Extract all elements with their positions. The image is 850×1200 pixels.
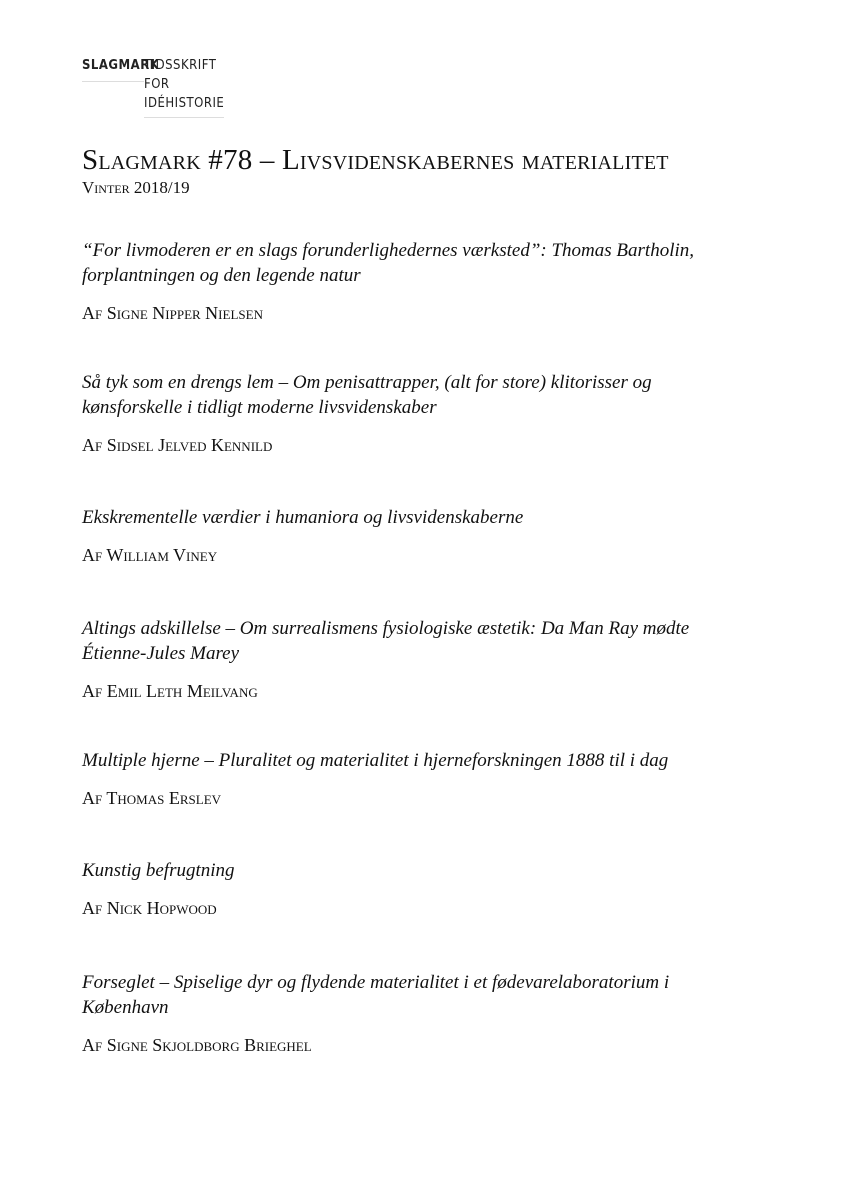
- logo-subtitle-line: IDÉHISTORIE: [144, 96, 225, 111]
- article-author: Af Nick Hopwood: [82, 898, 217, 918]
- article-title-line: forplantningen og den legende natur: [82, 265, 361, 286]
- article-title[interactable]: [82, 238, 782, 288]
- article-author: Af William Viney: [82, 545, 218, 565]
- article-author: Af Emil Leth Meilvang: [82, 681, 258, 701]
- issue-title: Slagmark #78 – Livsvidenskabernes materialitet: [82, 144, 669, 176]
- article-entry: [82, 505, 782, 566]
- logo-brand: SLAGMARK: [82, 56, 144, 82]
- article-title-line: Altings adskillelse – Om surrealismens fysiologiske æstetik: Da Man Ray mødte: [82, 618, 690, 639]
- article-title-line: Ekskrementelle værdier i humaniora og livsvidenskaberne: [82, 507, 524, 528]
- article-entry: [82, 238, 782, 324]
- article-entry: [82, 370, 782, 456]
- article-title[interactable]: [82, 748, 782, 773]
- article-title-line: “For livmoderen er en slags forunderlighedernes værksted”: Thomas Bartholin,: [82, 240, 695, 261]
- article-author: Af Thomas Erslev: [82, 788, 222, 808]
- article-title[interactable]: [82, 616, 782, 666]
- article-title[interactable]: [82, 370, 782, 420]
- article-title[interactable]: [82, 858, 782, 883]
- article-title[interactable]: [82, 505, 782, 530]
- article-title[interactable]: [82, 970, 782, 1020]
- journal-logo: [82, 56, 224, 118]
- article-title-line: Så tyk som en drengs lem – Om penisattrapper, (alt for store) klitorisser og: [82, 372, 652, 393]
- logo-subtitle-line: FOR: [144, 77, 170, 92]
- logo-subtitle-line: TIDSSKRIFT: [144, 58, 217, 73]
- article-author: Af Signe Skjoldborg Brieghel: [82, 1035, 312, 1055]
- article-entry: [82, 858, 782, 919]
- article-entry: [82, 748, 782, 809]
- article-author: Af Sidsel Jelved Kennild: [82, 435, 273, 455]
- logo-subtitle: [144, 56, 224, 118]
- article-title-line: kønsforskelle i tidligt moderne livsvidenskaber: [82, 397, 437, 418]
- article-title-line: Étienne-Jules Marey: [82, 643, 240, 664]
- issue-season: Vinter 2018/19: [82, 178, 190, 197]
- article-title-line: København: [82, 997, 169, 1018]
- article-title-line: Multiple hjerne – Pluralitet og materialitet i hjerneforskningen 1888 til i dag: [82, 750, 669, 771]
- article-author: Af Signe Nipper Nielsen: [82, 303, 263, 323]
- article-entry: [82, 970, 782, 1056]
- article-title-line: Kunstig befrugtning: [82, 860, 235, 881]
- article-entry: [82, 616, 782, 702]
- article-title-line: Forseglet – Spiselige dyr og flydende materialitet i et fødevarelaboratorium i: [82, 972, 670, 993]
